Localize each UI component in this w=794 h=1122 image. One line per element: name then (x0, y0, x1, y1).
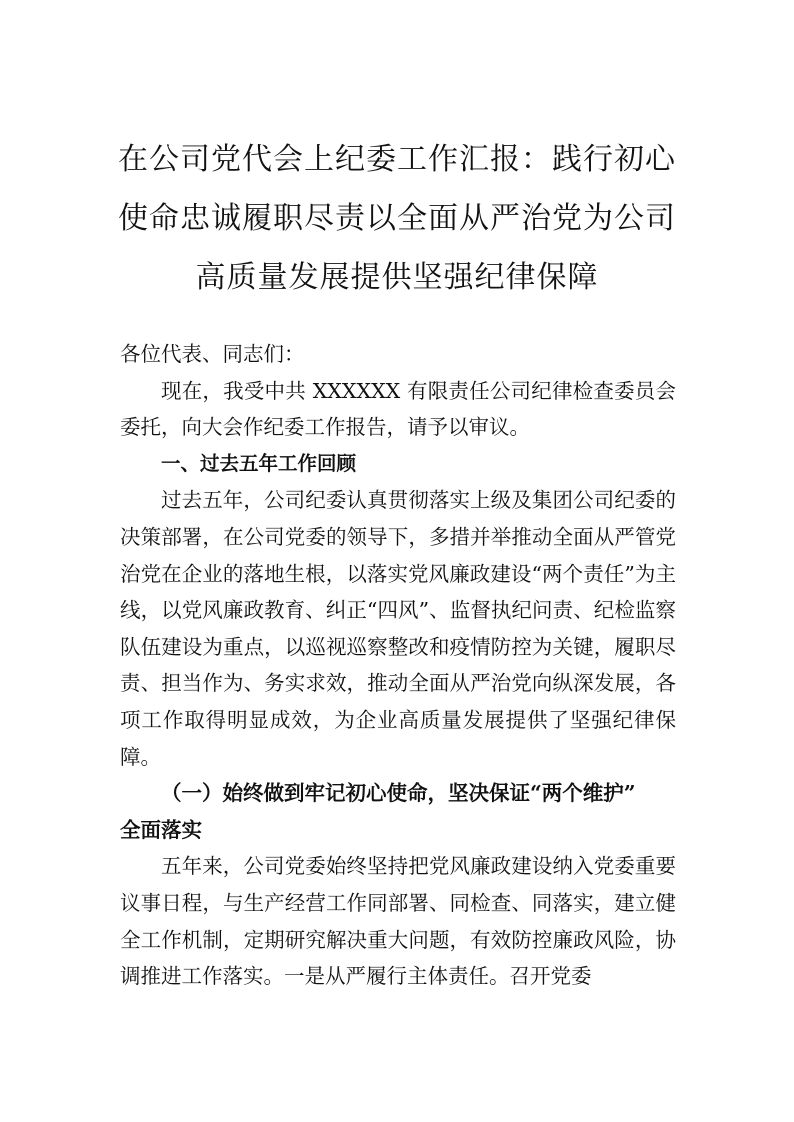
subsection-1-paragraph: 五年来，公司党委始终坚持把党风廉政建设纳入党委重要议事日程，与生产经营工作同部署、同检查、同落实，建立健全工作机制，定期研究解决重大问题，有效防控廉政风险，协调推进工作落实。一是从严履行主体责任。召开党委 (120, 854, 676, 989)
subsection-heading-1-line-1: （一）始终做到牢记初心使命，坚决保证“两个维护” (161, 781, 636, 806)
intro-paragraph: 现在，我受中共 XXXXXX 有限责任公司纪律检查委员会委托，向大会作纪委工作报告，请予以审议。 (120, 378, 676, 440)
title-line-2: 使命忠诚履职尽责以全面从严治党为公司 (118, 201, 676, 236)
document-title (110, 130, 684, 307)
salutation: 各位代表、同志们： (120, 342, 305, 366)
subsection-heading-1-line-2: 全面落实 (120, 817, 202, 842)
document-body (120, 336, 676, 995)
title-line-3: 高质量发展提供坚强纪律保障 (195, 260, 599, 295)
section-1-paragraph: 过去五年，公司纪委认真贯彻落实上级及集团公司纪委的决策部署，在公司党委的领导下，多措并举推动全面从严管党治党在企业的落地生根，以落实党风廉政建设“两个责任”为主线，以党风廉政教育、纠正“四风”、监督执纪问责、纪检监察队伍建设为重点，以巡视巡察整改和疫情防控为关键，履职尽责、担当作为、务实求效，推动全面从严治党向纵深发展，各项工作取得明显成效，为企业高质量发展提供了坚强纪律保障。 (120, 488, 676, 769)
section-heading-1: 一、过去五年工作回顾 (161, 451, 357, 475)
subsection-heading-1 (120, 775, 676, 848)
title-line-1: 在公司党代会上纪委工作汇报：践行初心 (118, 142, 676, 177)
